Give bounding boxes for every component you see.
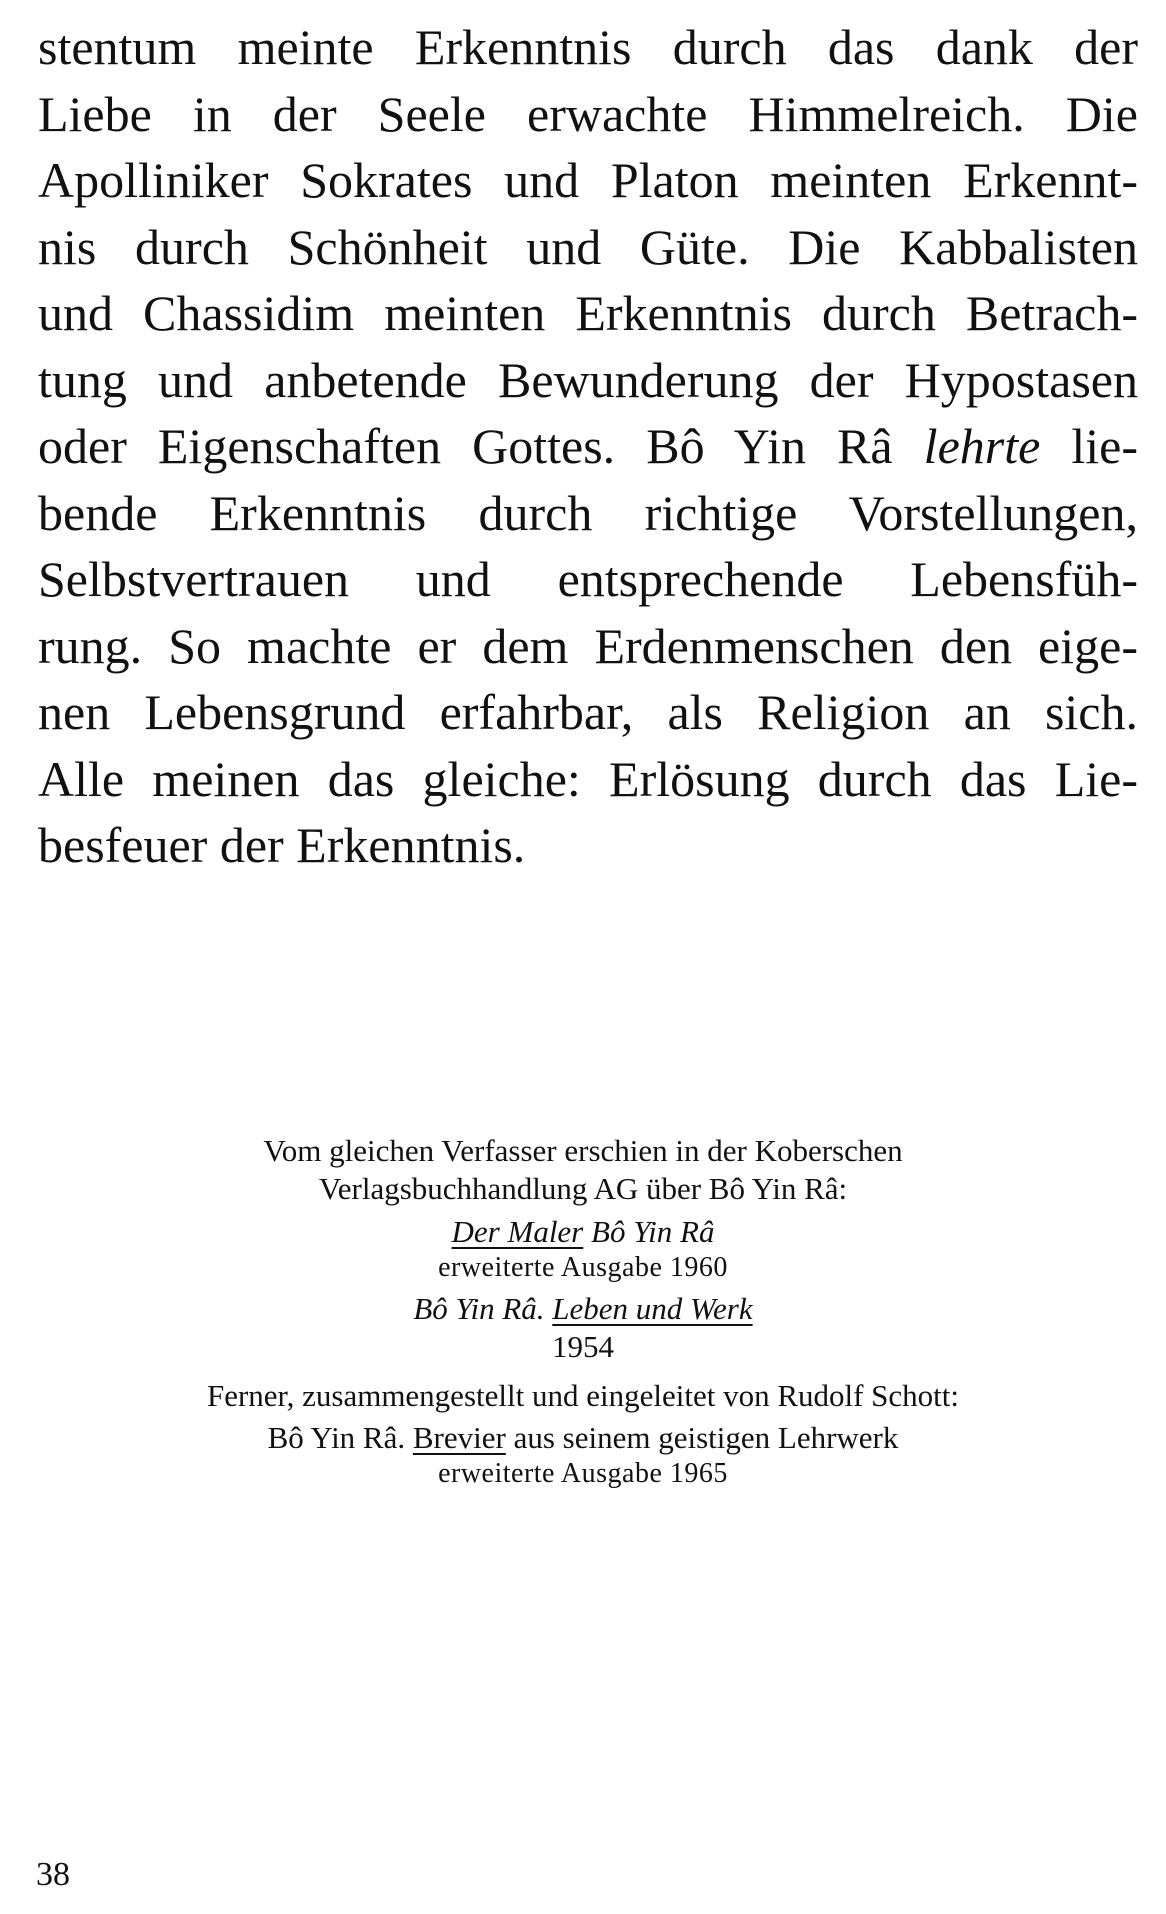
text-line: rung. So machte er dem Erdenmenschen den eige-	[38, 617, 1138, 674]
text-line: stentum meinte Erkenntnis durch das dank der	[38, 19, 1138, 75]
book-edition: erweiterte Ausgabe 1960	[438, 1252, 728, 1283]
text-line: oder Eigenschaften Gottes. Bô Yin Râ lehrte lie-	[38, 418, 1138, 474]
emphasis: lehrte	[923, 418, 1041, 474]
further-note	[0, 1377, 1166, 1415]
text-line: besfeuer der Erkenntnis.	[38, 817, 526, 873]
text-line: tung und anbetende Bewunderung der Hypostasen	[38, 351, 1138, 408]
book-title: Bô Yin Râ. Leben und Werk	[413, 1291, 753, 1326]
book-year: 1954	[552, 1329, 614, 1364]
book-title: Der Maler Bô Yin Râ	[451, 1214, 715, 1249]
book-entry-brevier	[0, 1419, 1166, 1491]
text-line: bende Erkenntnis durch richtige Vorstellungen,	[38, 484, 1138, 541]
text-line: nis durch Schönheit und Güte. Die Kabbalisten	[38, 218, 1138, 275]
book-title: Bô Yin Râ. Brevier aus seinem geistigen Lehrwerk	[267, 1420, 899, 1455]
other-works-note	[0, 1132, 1166, 1208]
text-line: Alle meinen das gleiche: Erlösung durch das Lie-	[38, 750, 1138, 807]
book-edition: erweiterte Ausgabe 1965	[438, 1458, 728, 1489]
text-line: nen Lebensgrund erfahrbar, als Religion an sich.	[38, 684, 1138, 740]
further-line: Ferner, zusammengestellt und eingeleitet von Rudolf Schott:	[206, 1378, 960, 1413]
colophon-intro-line: Verlagsbuchhandlung AG über Bô Yin Râ:	[318, 1171, 848, 1206]
text-line: und Chassidim meinten Erkenntnis durch Betrach-	[38, 285, 1138, 341]
text-line: Liebe in der Seele erwachte Himmelreich. Die	[38, 85, 1138, 142]
page-number: 38	[36, 1856, 70, 1893]
text-line: Apolliniker Sokrates und Platon meinten Erkennt-	[38, 152, 1138, 208]
body-paragraph	[38, 14, 1138, 879]
book-entry-leben-und-werk	[0, 1290, 1166, 1366]
text-line: Selbstvertrauen und entsprechende Lebensfüh-	[38, 551, 1138, 607]
book-entry-der-maler	[0, 1213, 1166, 1285]
colophon-intro-line: Vom gleichen Verfasser erschien in der Koberschen	[263, 1133, 903, 1168]
